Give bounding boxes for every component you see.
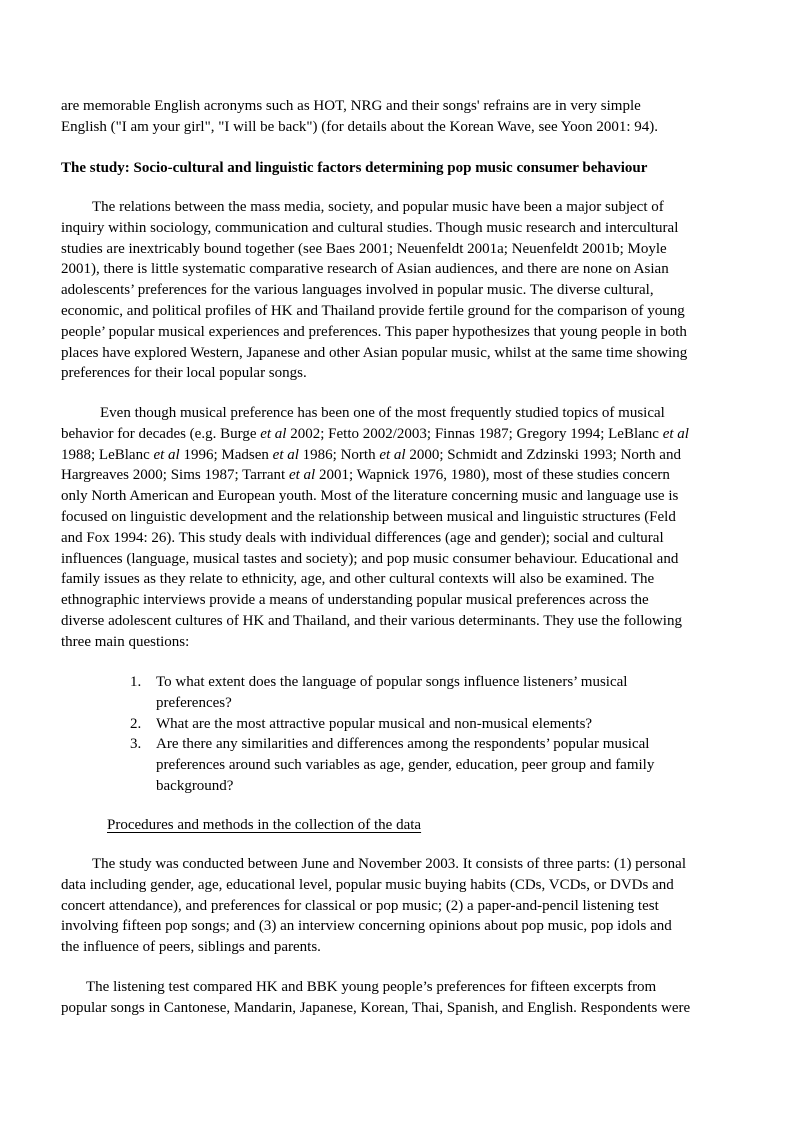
intro-paragraph: [61, 96, 741, 138]
text-line: preferences?: [156, 694, 232, 711]
list-item: [130, 734, 690, 796]
text-line: behavior for decades (e.g. Burge et al 2002; Fetto 2002/2003; Finnas 1987; Gregory 1994; LeBlanc et al: [61, 425, 689, 442]
paragraph-1: [61, 197, 741, 384]
text-line: The relations between the mass media, society, and popular music have been a major subject of: [92, 199, 664, 215]
text-line: and Fox 1994: 26). This study deals with individual differences (age and gender); social and cultural: [61, 529, 664, 546]
text-line: studies are inextricably bound together (see Baes 2001; Neuenfeldt 2001a; Neuenfeldt 2001b; Moyle: [61, 240, 667, 257]
text-line: background?: [156, 777, 234, 794]
text-line: involving fifteen pop songs; and (3) an interview concerning opinions about pop music, pop idols and: [61, 918, 672, 935]
text-line: The listening test compared HK and BBK young people’s preferences for fifteen excerpts from: [86, 979, 657, 995]
text-line: influences (language, musical tastes and society); and pop music consumer behaviour. Educational and: [61, 550, 679, 567]
text-line: family issues as they relate to ethnicity, age, and other cultural contexts will also be examined. The: [61, 571, 655, 588]
questions-list: [130, 672, 690, 797]
text-line: 2001), there is little systematic comparative research of Asian audiences, and there are none on Asian: [61, 261, 669, 278]
text-line: Hargreaves 2000; Sims 1987; Tarrant et al 2001; Wapnick 1976, 1980), most of these studies concern: [61, 467, 670, 484]
text-line: ethnographic interviews provide a means of understanding popular musical preferences across the: [61, 592, 649, 609]
text-line: three main questions:: [61, 633, 190, 650]
paragraph-4: [61, 977, 741, 1019]
list-number: 2.: [130, 715, 142, 732]
paragraph-2: [61, 403, 741, 653]
text-line: Are there any similarities and differences among the respondents’ popular musical: [156, 736, 650, 753]
text-line: preferences for their local popular songs.: [61, 365, 307, 382]
text-line: English ("I am your girl", "I will be back") (for details about the Korean Wave, see Yoon 2001: 94).: [61, 118, 659, 135]
text-line: The study was conducted between June and November 2003. It consists of three parts: (1) personal: [92, 856, 687, 872]
section-heading: The study: Socio-cultural and linguistic factors determining pop music consumer behaviour: [61, 160, 648, 176]
text-line: diverse adolescent cultures of HK and Thailand, and their various determinants. They use the following: [61, 612, 682, 629]
text-line: places have explored Western, Japanese and other Asian popular music, whilst at the same time showing: [61, 344, 688, 361]
list-item: [130, 714, 690, 735]
list-item: [130, 672, 690, 714]
text-line: data including gender, age, educational level, popular music buying habits (CDs, VCDs, or DVDs and: [61, 876, 674, 893]
paragraph-3: [61, 854, 741, 958]
text-line: people’ popular musical experiences and preferences. This paper hypothesizes that young people in both: [61, 323, 687, 340]
text-line: the influence of peers, siblings and parents.: [61, 939, 321, 956]
subsection-heading: Procedures and methods in the collection of the data: [107, 817, 422, 833]
text-line: What are the most attractive popular musical and non-musical elements?: [156, 715, 593, 732]
text-line: focused on linguistic development and the relationship between musical and linguistic structures (Feld: [61, 508, 676, 525]
list-number: 3.: [130, 736, 142, 753]
list-number: 1.: [130, 674, 142, 690]
text-line: 1988; LeBlanc et al 1996; Madsen et al 1986; North et al 2000; Schmidt and Zdzinski 1993; North and: [61, 446, 681, 463]
text-line: concert attendance), and preferences for classical or pop music; (2) a paper-and-pencil listening test: [61, 897, 659, 914]
text-line: Even though musical preference has been one of the most frequently studied topics of musical: [100, 405, 665, 421]
text-line: only North American and European youth. Most of the literature concerning music and language use is: [61, 488, 679, 505]
text-line: inquiry within sociology, communication and cultural studies. Though music research and intercultural: [61, 219, 679, 236]
text-line: are memorable English acronyms such as HOT, NRG and their songs' refrains are in very simple: [61, 98, 641, 114]
text-line: economic, and political profiles of HK and Thailand provide fertile ground for the comparison of young: [61, 302, 685, 319]
text-line: preferences around such variables as age, gender, education, peer group and family: [156, 757, 655, 774]
text-line: adolescents’ preferences for the various languages involved in popular music. The diverse cultural,: [61, 282, 654, 299]
text-line: To what extent does the language of popular songs influence listeners’ musical: [156, 674, 628, 690]
text-line: popular songs in Cantonese, Mandarin, Japanese, Korean, Thai, Spanish, and English. Respondents were: [61, 999, 691, 1016]
